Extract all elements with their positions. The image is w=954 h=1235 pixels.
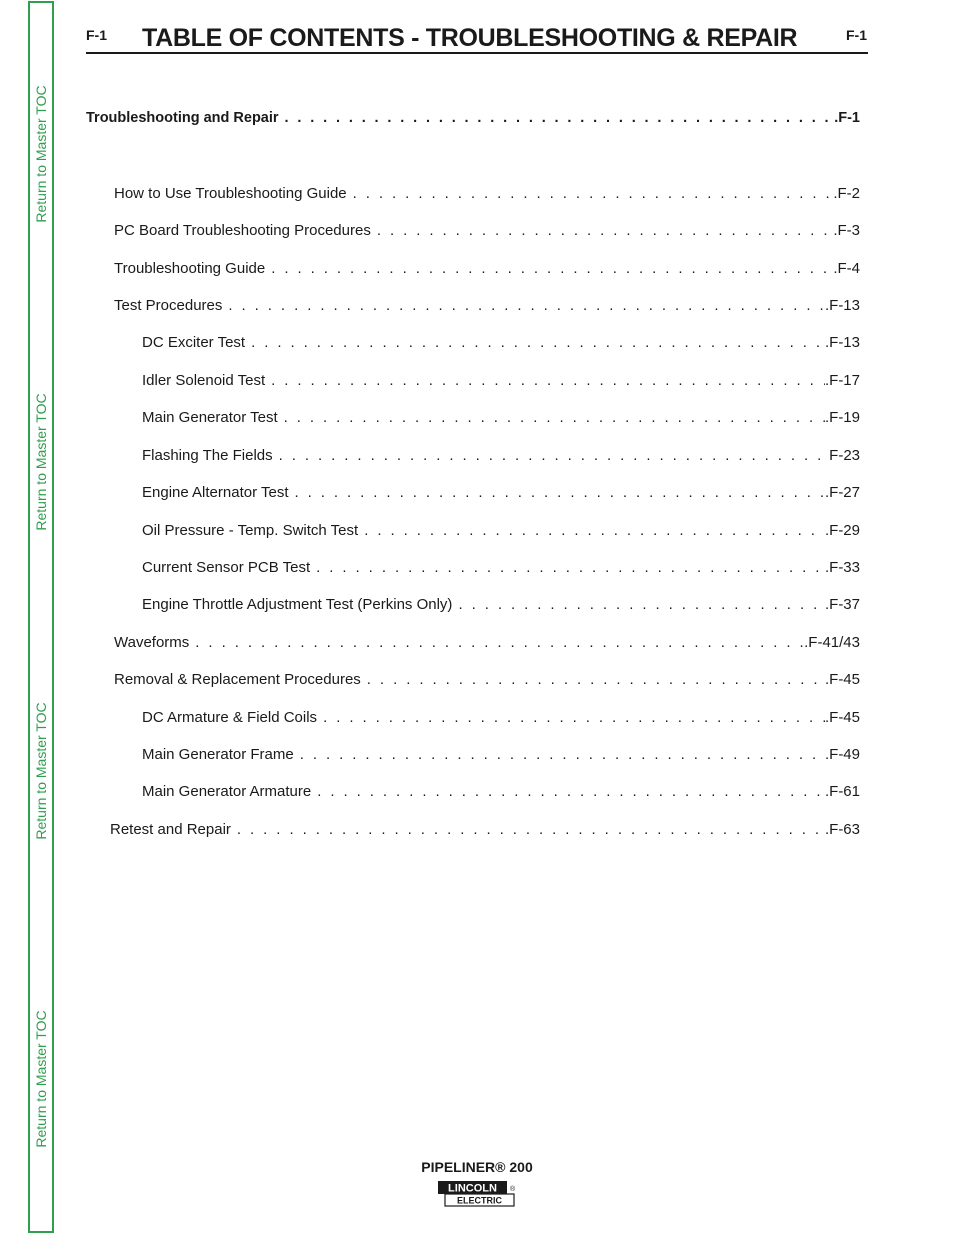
logo-top-text: LINCOLN xyxy=(448,1182,497,1195)
toc-entry-page: .F-45 xyxy=(824,709,860,726)
leader-dots xyxy=(284,409,825,426)
toc-entry-label: Engine Throttle Adjustment Test (Perkins Only) xyxy=(142,596,453,613)
toc-entry-label: Troubleshooting Guide xyxy=(114,260,266,277)
leader-dots xyxy=(367,671,825,688)
toc-entry-page: .F-49 xyxy=(824,746,860,763)
toc-entry-test-procedures[interactable] xyxy=(114,297,860,317)
toc-entry-label: Test Procedures xyxy=(114,297,223,314)
leader-dots xyxy=(364,522,825,539)
toc-entry-label: Flashing The Fields xyxy=(142,447,273,464)
toc-entry-page: .F-2 xyxy=(833,185,860,202)
return-link-label[interactable]: Return to Master TOC xyxy=(33,702,49,840)
toc-entry-current-sensor-pcb-test[interactable] xyxy=(142,559,860,579)
toc-entry-label: Main Generator Frame xyxy=(142,746,294,763)
section-code-left: F-1 xyxy=(86,27,107,43)
toc-entry-label: Oil Pressure - Temp. Switch Test xyxy=(142,522,359,539)
toc-entry-flashing-the-fields[interactable] xyxy=(142,447,860,467)
toc-entry-engine-alternator-test[interactable] xyxy=(142,484,860,504)
toc-entry-troubleshooting-guide[interactable] xyxy=(114,260,860,280)
leader-dots xyxy=(285,110,835,126)
toc-entry-label: Removal & Replacement Procedures xyxy=(114,671,361,688)
toc-entry-engine-throttle-adjustment-test[interactable] xyxy=(142,596,860,616)
toc-entry-dc-exciter-test[interactable] xyxy=(142,334,860,354)
toc-entry-main-generator-test[interactable] xyxy=(142,409,860,429)
toc-entry-label: PC Board Troubleshooting Procedures xyxy=(114,222,371,239)
toc-entry-idler-solenoid-test[interactable] xyxy=(142,372,860,392)
footer-model-name: PIPELINER® 200 xyxy=(421,1159,533,1175)
logo-bottom-text: ELECTRIC xyxy=(457,1195,502,1206)
toc-entry-page: .F-3 xyxy=(833,222,860,239)
toc-entry-label: DC Armature & Field Coils xyxy=(142,709,318,726)
toc-entry-page: .F-27 xyxy=(824,484,860,501)
page-title: TABLE OF CONTENTS - TROUBLESHOOTING & REPAIR xyxy=(142,24,798,52)
toc-entry-main-generator-frame[interactable] xyxy=(142,746,860,766)
toc-entry-retest-and-repair[interactable] xyxy=(110,821,860,841)
return-link-label[interactable]: Return to Master TOC xyxy=(33,85,49,223)
leader-dots xyxy=(195,634,804,651)
toc-entry-page: .F-33 xyxy=(824,559,860,576)
toc-entry-page: .F-41/43 xyxy=(804,634,860,651)
toc-entry-page: F-23 xyxy=(829,447,860,464)
toc-entry-label: Main Generator Armature xyxy=(142,783,312,800)
leader-dots xyxy=(271,260,833,277)
leader-dots xyxy=(353,185,834,202)
leader-dots xyxy=(377,222,834,239)
leader-dots xyxy=(271,372,825,389)
toc-entry-troubleshooting-and-repair[interactable] xyxy=(86,110,860,130)
toc-entry-label: How to Use Troubleshooting Guide xyxy=(114,185,347,202)
leader-dots xyxy=(458,596,825,613)
return-link-label[interactable]: Return to Master TOC xyxy=(33,1010,49,1148)
toc-entry-label: Current Sensor PCB Test xyxy=(142,559,311,576)
leader-dots xyxy=(317,783,825,800)
toc-entry-label: Idler Solenoid Test xyxy=(142,372,266,389)
logo-registered-mark: ® xyxy=(510,1186,516,1193)
leader-dots xyxy=(294,484,825,501)
toc-entry-label: Engine Alternator Test xyxy=(142,484,289,501)
toc-entry-pc-board-procedures[interactable] xyxy=(114,222,860,242)
toc-entry-label: Main Generator Test xyxy=(142,409,278,426)
toc-entry-page: .F-63 xyxy=(824,821,860,838)
toc-entry-removal-replacement-procedures[interactable] xyxy=(114,671,860,691)
toc-entry-page: .F-13 xyxy=(824,334,860,351)
leader-dots xyxy=(251,334,825,351)
leader-dots xyxy=(237,821,825,838)
lincoln-electric-logo xyxy=(437,1180,517,1208)
toc-entry-page: .F-17 xyxy=(824,372,860,389)
header-rule xyxy=(86,52,868,54)
toc-entry-page: .F-4 xyxy=(833,260,860,277)
toc-entry-page: .F-1 xyxy=(834,110,860,126)
toc-entry-label: Retest and Repair xyxy=(110,821,231,838)
toc-entry-main-generator-armature[interactable] xyxy=(142,783,860,803)
leader-dots xyxy=(279,447,830,464)
toc-entry-page: .F-37 xyxy=(824,596,860,613)
toc-entry-oil-pressure-temp-switch-test[interactable] xyxy=(142,522,860,542)
leader-dots xyxy=(228,297,825,314)
toc-entry-label: DC Exciter Test xyxy=(142,334,246,351)
section-code-right: F-1 xyxy=(846,27,867,43)
leader-dots xyxy=(323,709,825,726)
toc-entry-how-to-use-guide[interactable] xyxy=(114,185,860,205)
leader-dots xyxy=(300,746,825,763)
leader-dots xyxy=(316,559,825,576)
toc-entry-page: .F-45 xyxy=(824,671,860,688)
toc-entry-label: Waveforms xyxy=(114,634,190,651)
toc-entry-page: .F-61 xyxy=(824,783,860,800)
toc-entry-dc-armature-field-coils[interactable] xyxy=(142,709,860,729)
toc-entry-page: .F-19 xyxy=(824,409,860,426)
toc-entry-page: .F-13 xyxy=(824,297,860,314)
toc-entry-label: Troubleshooting and Repair xyxy=(86,110,279,126)
toc-entry-page: .F-29 xyxy=(824,522,860,539)
toc-entry-waveforms[interactable] xyxy=(114,634,860,654)
return-link-label[interactable]: Return to Master TOC xyxy=(33,393,49,531)
